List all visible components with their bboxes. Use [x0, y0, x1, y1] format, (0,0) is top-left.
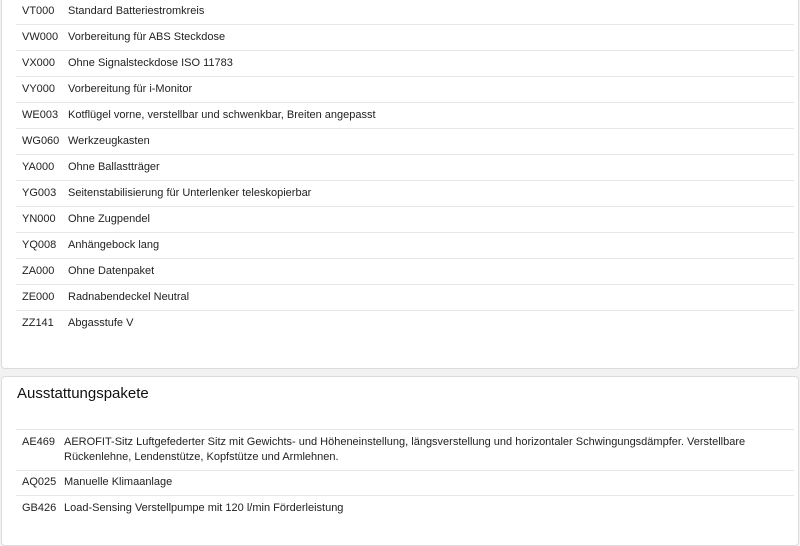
package-code: AE469 [22, 436, 56, 448]
option-description: Radnabendeckel Neutral [68, 291, 190, 303]
option-description: Ohne Zugpendel [68, 213, 150, 225]
option-code: VT000 [22, 5, 55, 17]
option-row [16, 311, 794, 336]
section-title: Ausstattungspakete [17, 385, 149, 402]
package-row [16, 470, 794, 496]
option-row [16, 181, 794, 207]
option-description: Vorbereitung für i-Monitor [68, 83, 193, 95]
option-description: Seitenstabilisierung für Unterlenker teleskopierbar [68, 187, 312, 199]
package-description: AEROFIT-Sitz Luftgefederter Sitz mit Gewichts- und Höheneinstellung, längsverstellung und horizontaler Schwingungsdämpfer. Verstellbare Rückenlehne, Lendenstütze, Kopfstütze und Armlehnen. [64, 436, 746, 463]
package-description: Manuelle Klimaanlage [64, 476, 173, 488]
option-row [16, 0, 794, 25]
option-description: Werkzeugkasten [68, 135, 150, 147]
option-code: YG003 [22, 187, 57, 199]
option-row [16, 233, 794, 259]
options-card [1, 0, 799, 369]
option-code: ZE000 [22, 291, 55, 303]
option-description: Standard Batteriestromkreis [68, 5, 205, 17]
option-code: YN000 [22, 213, 56, 225]
option-code: VY000 [22, 83, 56, 95]
package-row [16, 496, 794, 521]
option-row [16, 25, 794, 51]
package-row [16, 429, 794, 471]
option-description: Kotflügel vorne, verstellbar und schwenkbar, Breiten angepasst [68, 109, 376, 121]
option-code: ZA000 [22, 265, 55, 277]
option-code: ZZ141 [22, 317, 54, 329]
option-row [16, 155, 794, 181]
option-row [16, 259, 794, 285]
option-description: Vorbereitung für ABS Steckdose [68, 31, 226, 43]
option-code: VX000 [22, 57, 56, 69]
option-code: WG060 [22, 135, 60, 147]
option-row [16, 51, 794, 77]
option-row [16, 103, 794, 129]
option-description: Anhängebock lang [68, 239, 160, 251]
option-description: Ohne Datenpaket [68, 265, 155, 277]
option-description: Ohne Ballastträger [68, 161, 160, 173]
packages-card [1, 376, 799, 546]
option-code: YQ008 [22, 239, 57, 251]
package-code: AQ025 [22, 476, 57, 488]
option-row [16, 77, 794, 103]
option-row [16, 129, 794, 155]
option-description: Ohne Signalsteckdose ISO 11783 [68, 57, 233, 69]
option-code: YA000 [22, 161, 55, 173]
option-row [16, 207, 794, 233]
package-code: GB426 [22, 502, 57, 514]
option-code: WE003 [22, 109, 59, 121]
option-code: VW000 [22, 31, 59, 43]
option-row [16, 285, 794, 311]
package-description: Load-Sensing Verstellpumpe mit 120 l/min Förderleistung [64, 502, 344, 514]
option-description: Abgasstufe V [68, 317, 134, 329]
